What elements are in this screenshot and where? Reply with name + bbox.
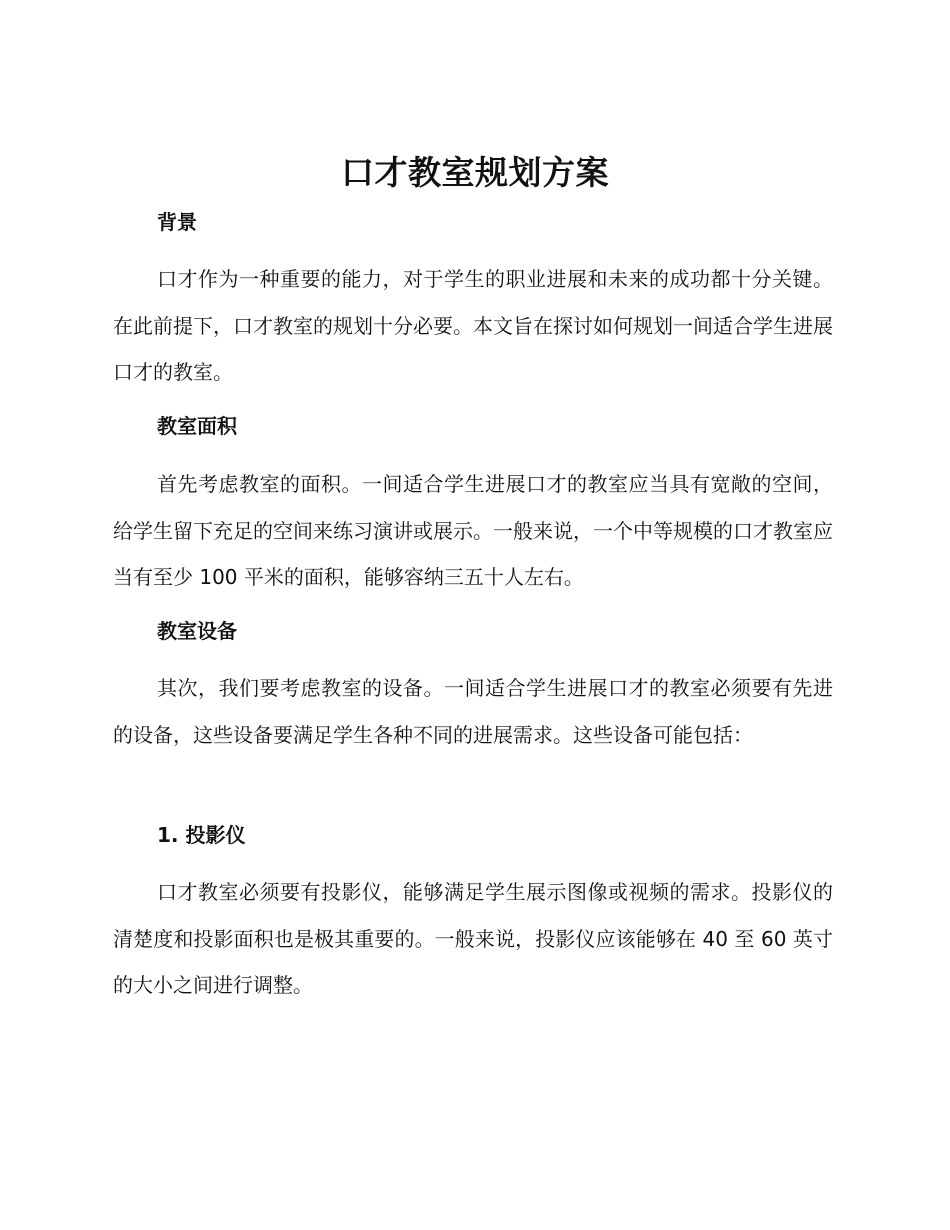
paragraph-classroom-equipment: 其次，我们要考虑教室的设备。一间适合学生进展口才的教室必须要有先进的设备，这些设备要满足学生各种不同的进展需求。这些设备可能包括： (113, 676, 833, 747)
section-heading-background: 背景 (157, 210, 197, 234)
section-heading-classroom-area: 教室面积 (157, 414, 237, 438)
paragraph-background: 口才作为一种重要的能力，对于学生的职业进展和未来的成功都十分关键。在此前提下，口才教室的规划十分必要。本文旨在探讨如何规划一间适合学生进展口才的教室。 (113, 267, 833, 384)
document-title: 口才教室规划方案 (341, 153, 609, 192)
section-heading-classroom-equipment: 教室设备 (157, 619, 237, 643)
paragraph-projector: 口才教室必须要有投影仪，能够满足学生展示图像或视频的需求。投影仪的清楚度和投影面积也是极其重要的。一般来说，投影仪应该能够在 40 至 60 英寸的大小之间进行调整。 (113, 880, 833, 997)
paragraph-classroom-area: 首先考虑教室的面积。一间适合学生进展口才的教室应当具有宽敞的空间，给学生留下充足的空间来练习演讲或展示。一般来说，一个中等规模的口才教室应当有至少 100 平米的面积，能够容纳三五十人左右。 (113, 472, 833, 589)
section-heading-projector: 1. 投影仪 (157, 823, 246, 847)
